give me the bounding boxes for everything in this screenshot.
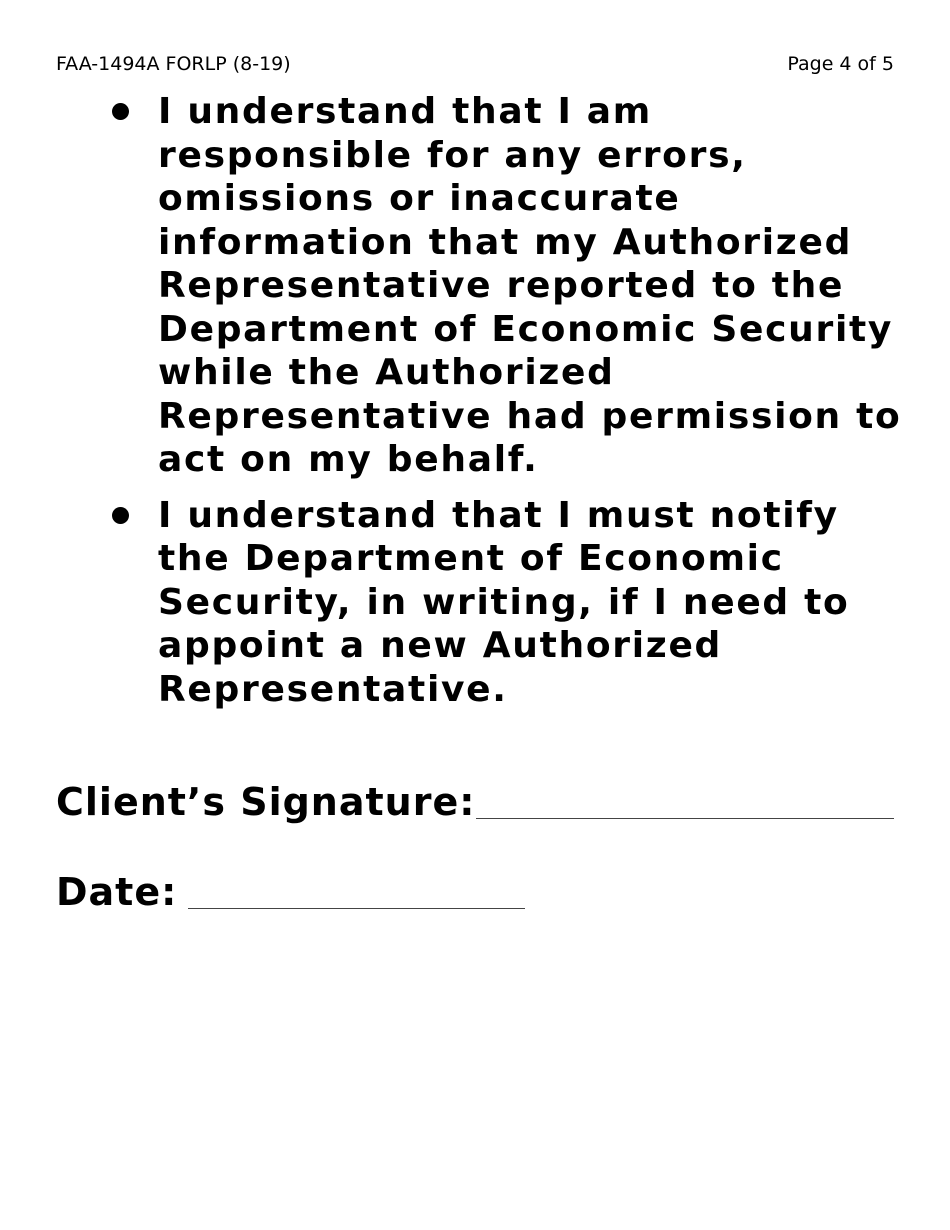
date-row [56,868,526,916]
date-field[interactable] [188,908,525,909]
bullet-icon [112,507,129,524]
page-indicator: Page 4 of 5 [787,53,894,75]
signature-label: Client’s Signature: [56,780,476,824]
acknowledgement-text: I understand that I must notify the Department of Economic Security, in writing, if I need to appoint a new Authorized Representative. [158,494,850,710]
bullet-icon [112,103,129,120]
date-label: Date: [56,870,178,914]
acknowledgement-list [0,90,950,711]
signature-field[interactable] [476,818,894,819]
signature-row [56,778,894,826]
acknowledgement-item-responsibility [0,90,950,482]
form-id: FAA-1494A FORLP (8-19) [56,53,291,75]
acknowledgement-item-notify [0,494,950,712]
acknowledgement-text: I understand that I am responsible for any errors, omissions or inaccurate information that my Authorized Representative reported to the Department of Economic Security while the Authorized Representative had permission to act on my behalf. [158,91,902,480]
